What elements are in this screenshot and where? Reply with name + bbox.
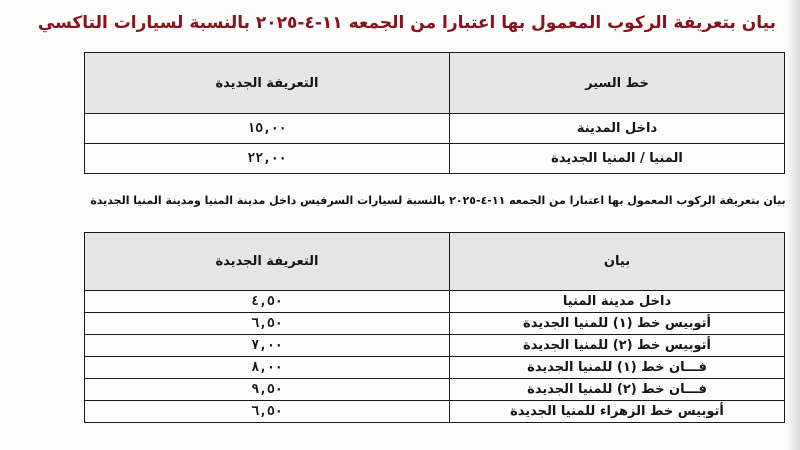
fare-cell: ٢٢,٠٠ bbox=[85, 144, 450, 174]
header-fare: التعريفة الجديدة bbox=[85, 53, 450, 114]
header-fare: التعريفة الجديدة bbox=[85, 233, 450, 291]
fare-cell: ٧,٠٠ bbox=[85, 335, 450, 357]
table-row bbox=[85, 401, 785, 423]
route-cell: أتوبيس خط (١) للمنيا الجديدة bbox=[450, 313, 785, 335]
table-row bbox=[85, 357, 785, 379]
route-cell: داخل المدينة bbox=[450, 114, 785, 144]
table-row bbox=[85, 335, 785, 357]
fare-cell: ٤,٥٠ bbox=[85, 291, 450, 313]
taxi-fare-title: بيان بتعريفة الركوب المعمول بها اعتبارا من الجمعه ١١-٤-٢٠٢٥ بالنسبة لسيارات التاكسي bbox=[37, 13, 776, 33]
route-cell: المنيا / المنيا الجديدة bbox=[450, 144, 785, 174]
paper-edge-shadow bbox=[786, 0, 800, 450]
route-cell: داخل مدينة المنيا bbox=[450, 291, 785, 313]
table-header-row bbox=[85, 53, 785, 114]
route-cell: فـــان خط (٢) للمنيا الجديدة bbox=[450, 379, 785, 401]
table-row bbox=[85, 313, 785, 335]
route-cell: فـــان خط (١) للمنيا الجديدة bbox=[450, 357, 785, 379]
fare-cell: ٨,٠٠ bbox=[85, 357, 450, 379]
route-cell: أتوبيس خط (٢) للمنيا الجديدة bbox=[450, 335, 785, 357]
header-description: بيان bbox=[450, 233, 785, 291]
fare-cell: ١٥,٠٠ bbox=[85, 114, 450, 144]
table-header-row bbox=[85, 233, 785, 291]
service-fare-title: بيان بتعريفة الركوب المعمول بها اعتبارا من الجمعه ١١-٤-٢٠٢٥ بالنسبة لسيارات السرفيس داخل مدينة المنيا ومدينة المنيا الجديدة bbox=[90, 194, 786, 207]
table-row bbox=[85, 144, 785, 174]
table-row bbox=[85, 379, 785, 401]
route-cell: أتوبيس خط الزهراء للمنيا الجديدة bbox=[450, 401, 785, 423]
fare-cell: ٦,٥٠ bbox=[85, 313, 450, 335]
fare-cell: ٦,٥٠ bbox=[85, 401, 450, 423]
table-row bbox=[85, 114, 785, 144]
table-row bbox=[85, 291, 785, 313]
service-fare-table bbox=[84, 232, 785, 423]
header-route: خط السير bbox=[450, 53, 785, 114]
taxi-fare-table bbox=[84, 52, 785, 174]
fare-cell: ٩,٥٠ bbox=[85, 379, 450, 401]
